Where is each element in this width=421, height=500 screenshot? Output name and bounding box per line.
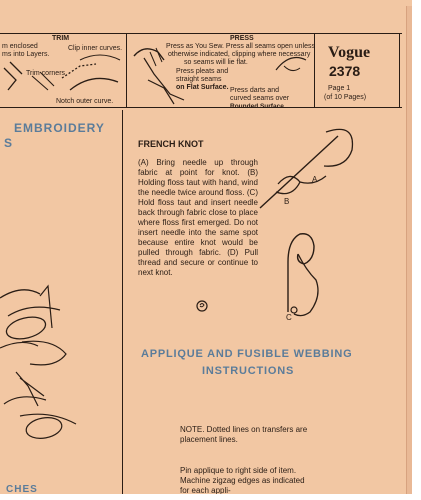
applique-heading-line-2: INSTRUCTIONS [202,365,295,377]
clip-inner-curves-text: Clip inner curves. [68,45,123,52]
placement-note: NOTE. Dotted lines on transfers are placement lines. [180,425,308,444]
applique-heading: APPLIQUE AND FUSIBLE WEBBING [141,348,353,360]
column-divider [122,110,123,494]
french-knot-diagram-cd [276,222,336,322]
press-instructions-2: otherwise indicated, clipping where necessary [168,51,311,58]
trim-title: TRIM [52,35,70,42]
embroidery-heading: EMBROIDERY [14,121,105,135]
diagram-label-a: A [312,175,318,184]
french-knot-diagram-ab [256,122,366,217]
french-knot-instructions: (A) Bring needle up through fabric at point for knot. (B) Holding floss taut with hand, wind the needle twice around floss. (C) Hold floss taut and insert needle back through fabric close to place where floss first emerged. Do not insert needle into the same spot because entire knot would be pulled through fabric. (D) Pull thread and secure or continue to next knot. [138,158,258,277]
trim-illustration [0,50,125,100]
press-darts-text-2: curved seams over [230,95,290,102]
embroidery-heading-line-2: S [4,136,14,150]
press-pleats-text-2: straight seams [176,76,222,83]
stitches-heading-fragment: CHES [6,484,38,494]
top-band-border [0,33,402,34]
hand-stitching-illustration [0,268,120,458]
press-darts-text-3: Rounded Surface. [230,103,286,110]
pressing-ham-illustration [270,50,310,86]
trim-enclosed-text-1: m enclosed [2,43,38,50]
trim-corners-text: Trim corners [26,70,66,77]
brand-right-border [399,33,400,108]
finished-knot-diagram [194,298,210,314]
press-title: PRESS [230,35,254,42]
pin-applique-instructions: Pin applique to right side of item. Machine zigzag edges as indicated for each appli- [180,466,305,494]
pattern-number: 2378 [329,63,361,79]
diagram-label-b: B [284,197,290,206]
page-number: Page 1 [328,85,351,92]
trim-press-divider [126,33,127,108]
sheet-edge [406,6,412,494]
top-band-bottom-rule [0,107,402,108]
trim-enclosed-text-2: ms into Layers. [2,51,50,58]
brand-name: Vogue [328,44,371,61]
french-knot-title: FRENCH KNOT [138,139,204,149]
diagram-label-c: C [286,313,292,322]
notch-outer-curve-text: Notch outer curve. [56,98,114,105]
press-pleats-text-3: on Flat Surface. [176,84,229,91]
press-darts-text-1: Press darts and [230,87,280,94]
press-instructions-1: Press as You Sew. Press all seams open unless [166,43,316,50]
press-pleats-text-1: Press pleats and [176,68,229,75]
iron-illustration [130,40,190,108]
press-instructions-3: so seams will lie flat. [184,59,248,66]
page-count: (of 10 Pages) [324,94,367,101]
